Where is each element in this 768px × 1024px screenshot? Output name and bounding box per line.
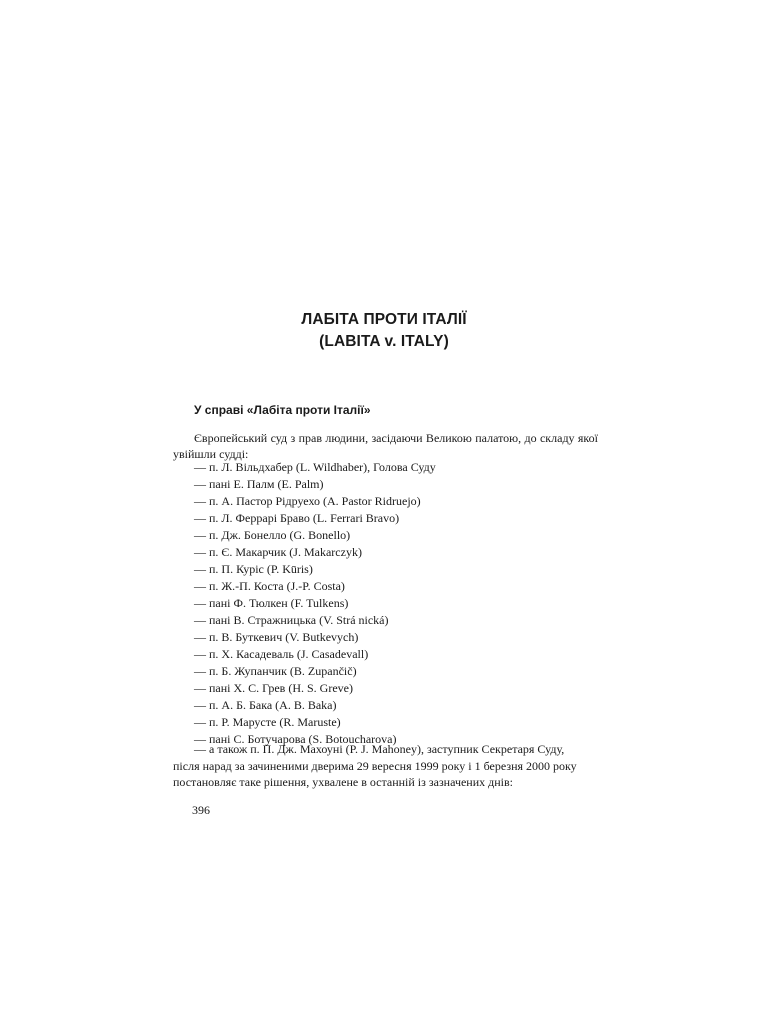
judge-item: — п. Л. Вільдхабер (L. Wildhaber), Голова Суду <box>194 460 436 474</box>
intro-paragraph: Європейський суд з прав людини, засідаючи Великою палатою, до складу якої увійшли судді: <box>173 431 598 461</box>
page-number: 396 <box>192 803 210 817</box>
closing-line-registrar: — а також п. П. Дж. Махоуні (P. J. Mahoney), заступник Секретаря Суду, <box>194 742 565 756</box>
case-heading: У справі «Лабіта проти Італії» <box>194 403 371 417</box>
judge-item: — п. Х. Касадеваль (J. Casadevall) <box>194 647 369 661</box>
judge-item: — п. А. Б. Бака (A. B. Baka) <box>194 698 337 712</box>
judge-item: — п. Б. Жупанчик (B. Zupančič) <box>194 664 357 678</box>
closing-line-judgment: постановляє таке рішення, ухвалене в останній із зазначених днів: <box>173 775 514 789</box>
judge-item: — пані В. Стражницька (V. Strá nická) <box>194 613 389 627</box>
judges-list <box>194 459 436 748</box>
judge-item: — пані Е. Палм (E. Palm) <box>194 477 324 491</box>
closing-paragraph <box>173 741 598 791</box>
judge-item: — п. П. Куріс (P. Kūris) <box>194 562 313 576</box>
judge-item: — п. А. Пастор Рідруехо (A. Pastor Ridruejo) <box>194 494 421 508</box>
judge-item: — п. Ж.-П. Коста (J.-P. Costa) <box>194 579 345 593</box>
judge-item: — п. В. Буткевич (V. Butkevych) <box>194 630 359 644</box>
document-title: ЛАБІТА ПРОТИ ІТАЛІЇ <box>301 311 467 328</box>
judge-item: — п. Є. Макарчик (J. Makarczyk) <box>194 545 362 559</box>
closing-line-deliberation: після нарад за зачиненими дверима 29 вересня 1999 року і 1 березня 2000 року <box>173 758 577 773</box>
judge-item: — п. Л. Феррарі Браво (L. Ferrari Bravo) <box>194 511 400 525</box>
judge-item: — п. Р. Марусте (R. Maruste) <box>194 715 341 729</box>
document-title-latin: (LABITA v. ITALY) <box>319 333 449 350</box>
judge-item: — пані Ф. Тюлкен (F. Tulkens) <box>194 596 349 610</box>
judge-item: — пані Х. С. Грев (H. S. Greve) <box>194 681 353 695</box>
judge-item: — пані С. Ботучарова (S. Botoucharova) <box>194 732 397 746</box>
judge-item: — п. Дж. Бонелло (G. Bonello) <box>194 528 351 542</box>
